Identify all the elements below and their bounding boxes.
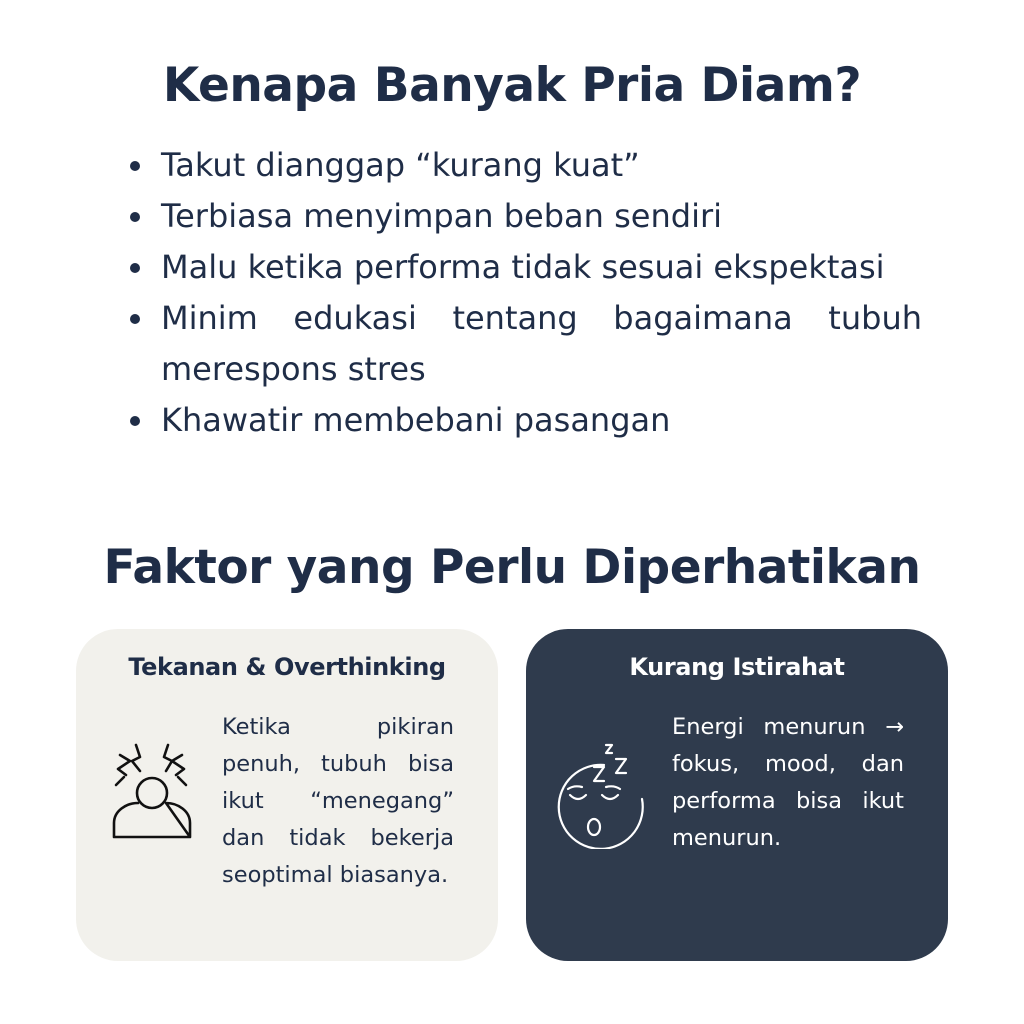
section-title: Faktor yang Perlu Diperhatikan: [103, 540, 921, 595]
card-text: Energi menurun → fokus, mood, dan performa bisa ikut menurun.: [672, 714, 904, 851]
list-item: Malu ketika performa tidak sesuai ekspektasi: [126, 242, 922, 293]
list-item: Terbiasa menyimpan beban sendiri: [126, 191, 922, 242]
factor-card-rest: [526, 629, 948, 961]
factor-card-stress: [76, 629, 498, 961]
reasons-list: [126, 140, 922, 446]
card-text: Ketika pikiran penuh, tubuh bisa ikut “menegang” dan tidak bekerja seoptimal biasanya.: [222, 714, 454, 888]
page-title: Kenapa Banyak Pria Diam?: [162, 58, 862, 113]
stressed-person-icon: [110, 739, 194, 849]
list-item: Takut dianggap “kurang kuat”: [126, 140, 922, 191]
card-title: Tekanan & Overthinking: [128, 653, 446, 681]
list-item: Minim edukasi tentang bagaimana tubuh merespons stres: [126, 293, 922, 395]
sleepy-face-icon: [552, 737, 648, 849]
card-title: Kurang Istirahat: [629, 653, 845, 681]
list-item: Khawatir membebani pasangan: [126, 395, 922, 446]
